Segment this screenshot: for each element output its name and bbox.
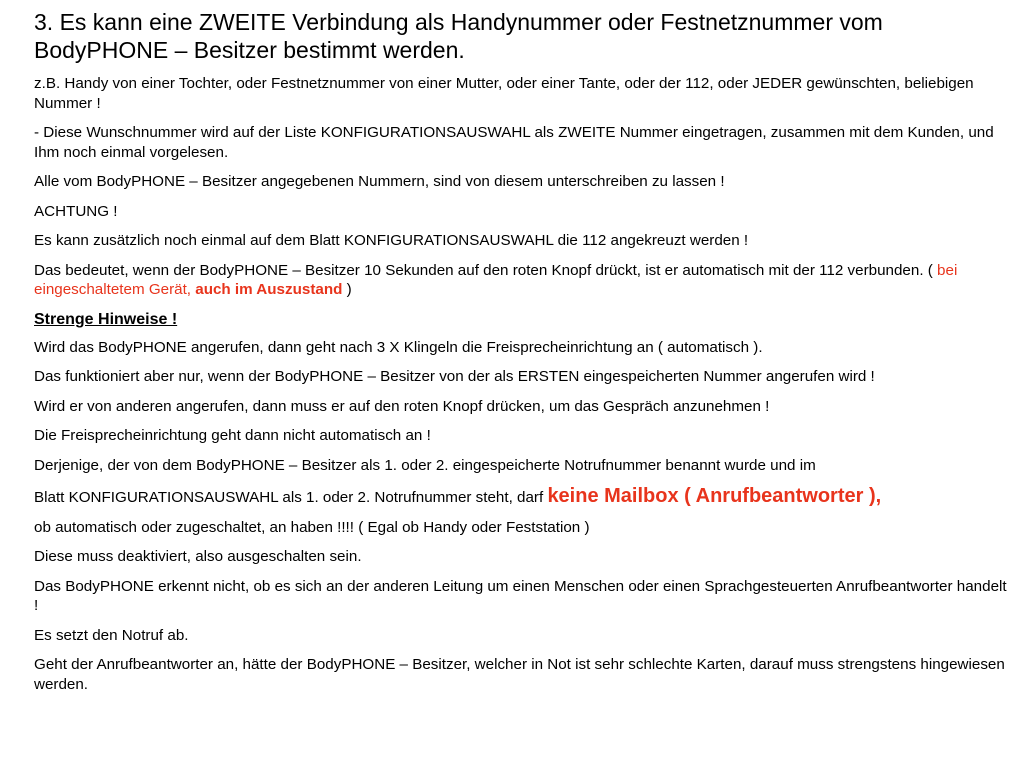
paragraph-example: z.B. Handy von einer Tochter, oder Festnetznummer von einer Mutter, oder einer Tante, oder der 112, oder JEDER gewünschten, beliebigen Nummer ! [34,75,974,112]
hint-automatisch: ob automatisch oder zugeschaltet, an haben !!!! ( Egal ob Handy oder Feststation ) [34,518,590,536]
paragraph-roter-knopf [34,261,1014,300]
paragraph-unterschrift: Alle vom BodyPHONE – Besitzer angegebenen Nummern, sind von diesem unterschreiben zu lassen ! [34,173,725,190]
paragraph-112: Es kann zusätzlich noch einmal auf dem Blatt KONFIGURATIONSAUSWAHL die 112 angekreuzt werden ! [34,232,749,249]
slide [34,8,1014,704]
hint-erste-nummer: Das funktioniert aber nur, wenn der BodyPHONE – Besitzer von der als ERSTEN eingespeicherten Nummer angerufen wird ! [34,368,875,385]
hint-deaktiviert: Diese muss deaktiviert, also ausgeschalten sein. [34,548,362,565]
hint-freisprech: Wird das BodyPHONE angerufen, dann geht nach 3 X Klingeln die Freisprecheinrichtung an ( automatisch ). [34,338,763,356]
red-note-auszustand: auch im Auszustand [195,281,343,298]
roter-knopf-text: Das bedeutet, wenn der BodyPHONE – Besitzer 10 Sekunden auf den roten Knopf drückt, ist er automatisch mit der 112 verbunden. ( [34,261,938,279]
roter-knopf-end: ) [342,281,352,298]
section-heading: Strenge Hinweise ! [34,310,178,328]
red-note-eingeschaltet: bei eingeschaltetem Gerät, [34,261,958,298]
slide-title: 3. Es kann eine ZWEITE Verbindung als Handynummer oder Festnetznummer vom BodyPHONE – Besitzer bestimmt werden. [34,9,883,63]
paragraph-wunschnummer: - Diese Wunschnummer wird auf der Liste KONFIGURATIONSAUSWAHL als ZWEITE Nummer eingetragen, zusammen mit dem Kunden, und Ihm noch einmal vorgelesen. [34,124,994,161]
hint-andere-anrufer: Wird er von anderen angerufen, dann muss er auf den roten Knopf drücken, um das Gespräch anzunehmen ! [34,397,770,415]
hint-notruf: Es setzt den Notruf ab. [34,626,189,644]
hint-mailbox [34,487,1014,508]
hint-anrufbeantworter: Geht der Anrufbeantworter an, hätte der BodyPHONE – Besitzer, welcher in Not ist sehr schlechte Karten, darauf muss strengstens hingewiesen werden. [34,656,1005,693]
hint-nicht-automatisch: Die Freisprecheinrichtung geht dann nicht automatisch an ! [34,427,431,444]
hint-derjenige: Derjenige, der von dem BodyPHONE – Besitzer als 1. oder 2. eingespeicherte Notrufnummer benannt wurde und im [34,456,816,474]
hint-erkennt-nicht: Das BodyPHONE erkennt nicht, ob es sich an der anderen Leitung um einen Menschen oder einen Sprachgesteuerten Anrufbeantworter handelt ! [34,577,1007,614]
mailbox-warning: keine Mailbox ( Anrufbeantworter ), [547,485,882,507]
paragraph-achtung: ACHTUNG ! [34,202,118,220]
mailbox-text: Blatt KONFIGURATIONSAUSWAHL als 1. oder 2. Notrufnummer steht, darf [34,489,548,506]
